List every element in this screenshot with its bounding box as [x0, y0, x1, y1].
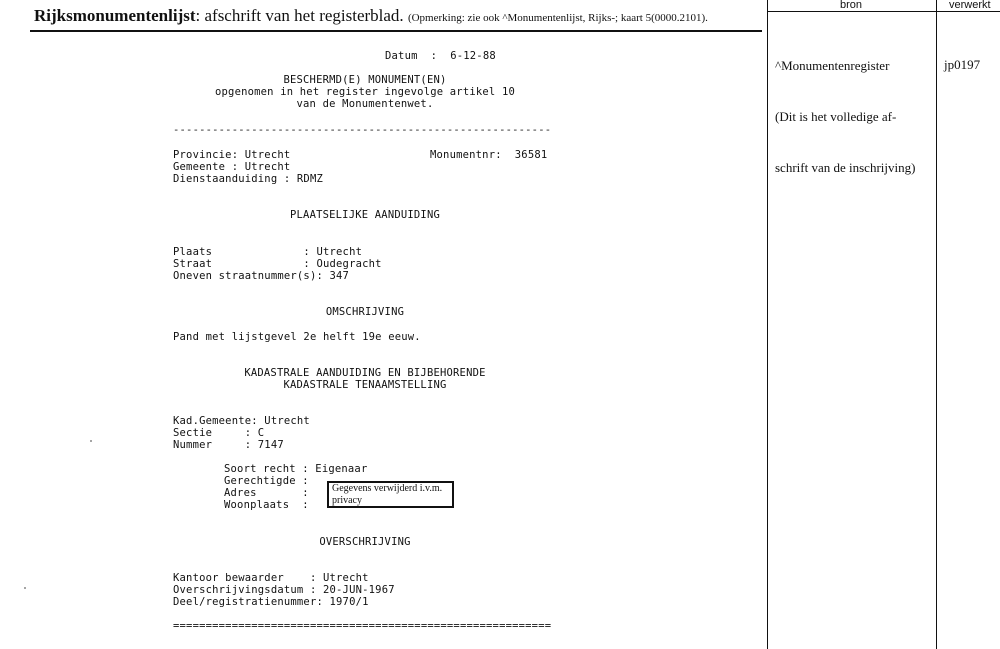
- adres-label: Adres :: [224, 487, 309, 499]
- heading-note: (Opmerking: zie ook ^Monumentenlijst, Rijks-; kaart 5(0000.2101).: [407, 12, 708, 24]
- kad-gemeente-field: Kad.Gemeente: Utrecht: [173, 415, 310, 427]
- sectie-field: Sectie : C: [173, 427, 265, 439]
- section-heading-omschrijving: OMSCHRIJVING: [325, 306, 405, 318]
- bron-column-header: bron: [840, 0, 863, 11]
- dienstaanduiding-field: Dienstaanduiding : RDMZ: [173, 173, 323, 185]
- privacy-line: privacy: [332, 495, 362, 506]
- column-divider-left: [767, 0, 768, 649]
- scan-speck: [90, 440, 92, 442]
- verwerkt-column-header: verwerkt: [949, 0, 991, 11]
- heading-title-rest: : afschrift van het registerblad.: [195, 6, 404, 25]
- section-heading-overschrijving: OVERSCHRIJVING: [319, 536, 411, 548]
- bron-line: (Dit is het volledige af-: [775, 109, 897, 124]
- dashed-separator: ----------------------------------------------------------: [173, 124, 552, 136]
- gemeente-field: Gemeente : Utrecht: [173, 161, 291, 173]
- gerechtigde-label: Gerechtigde :: [224, 475, 309, 487]
- bron-entry: [775, 23, 915, 193]
- scan-speck: [24, 587, 26, 589]
- heading-title-bold: Rijksmonumentenlijst: [34, 6, 196, 25]
- verwerkt-entry: jp0197: [944, 57, 981, 72]
- bron-line: ^Monumentenregister: [775, 58, 890, 73]
- omschrijving-text: Pand met lijstgevel 2e helft 19e eeuw.: [173, 331, 421, 343]
- column-header-rule: [767, 11, 1000, 12]
- oneven-field: Oneven straatnummer(s): 347: [173, 270, 350, 282]
- section-heading-kadastrale: KADASTRALE AANDUIDING EN BIJBEHORENDE: [244, 367, 486, 379]
- woonplaats-label: Woonplaats :: [224, 499, 309, 511]
- document-title-line: opgenomen in het register ingevolge artikel 10: [215, 86, 515, 98]
- column-divider-right: [936, 0, 937, 649]
- plaats-field: Plaats : Utrecht: [173, 246, 363, 258]
- bron-line: schrift van de inschrijving): [775, 160, 916, 175]
- overschrijvingsdatum-field: Overschrijvingsdatum : 20-JUN-1967: [173, 584, 395, 596]
- privacy-redaction-box: [327, 481, 454, 508]
- page-heading: [34, 6, 708, 26]
- double-separator: ==========================================================: [173, 620, 552, 632]
- privacy-line: Gegevens verwijderd i.v.m.: [332, 483, 443, 494]
- soort-recht-field: Soort recht : Eigenaar: [224, 463, 368, 475]
- nummer-field: Nummer : 7147: [173, 439, 284, 451]
- document-title-line: van de Monumentenwet.: [296, 98, 434, 110]
- kantoor-field: Kantoor bewaarder : Utrecht: [173, 572, 369, 584]
- straat-field: Straat : Oudegracht: [173, 258, 382, 270]
- provincie-field: Provincie: Utrecht: [173, 149, 291, 161]
- section-heading-plaatselijke: PLAATSELIJKE AANDUIDING: [290, 209, 440, 221]
- section-heading-kadastrale: KADASTRALE TENAAMSTELLING: [283, 379, 447, 391]
- document-title-line: BESCHERMD(E) MONUMENT(EN): [283, 74, 447, 86]
- heading-underline: [30, 30, 762, 32]
- deel-field: Deel/registratienummer: 1970/1: [173, 596, 369, 608]
- monumentnr-field: Monumentnr: 36581: [430, 149, 548, 161]
- document-date: Datum : 6-12-88: [385, 50, 496, 62]
